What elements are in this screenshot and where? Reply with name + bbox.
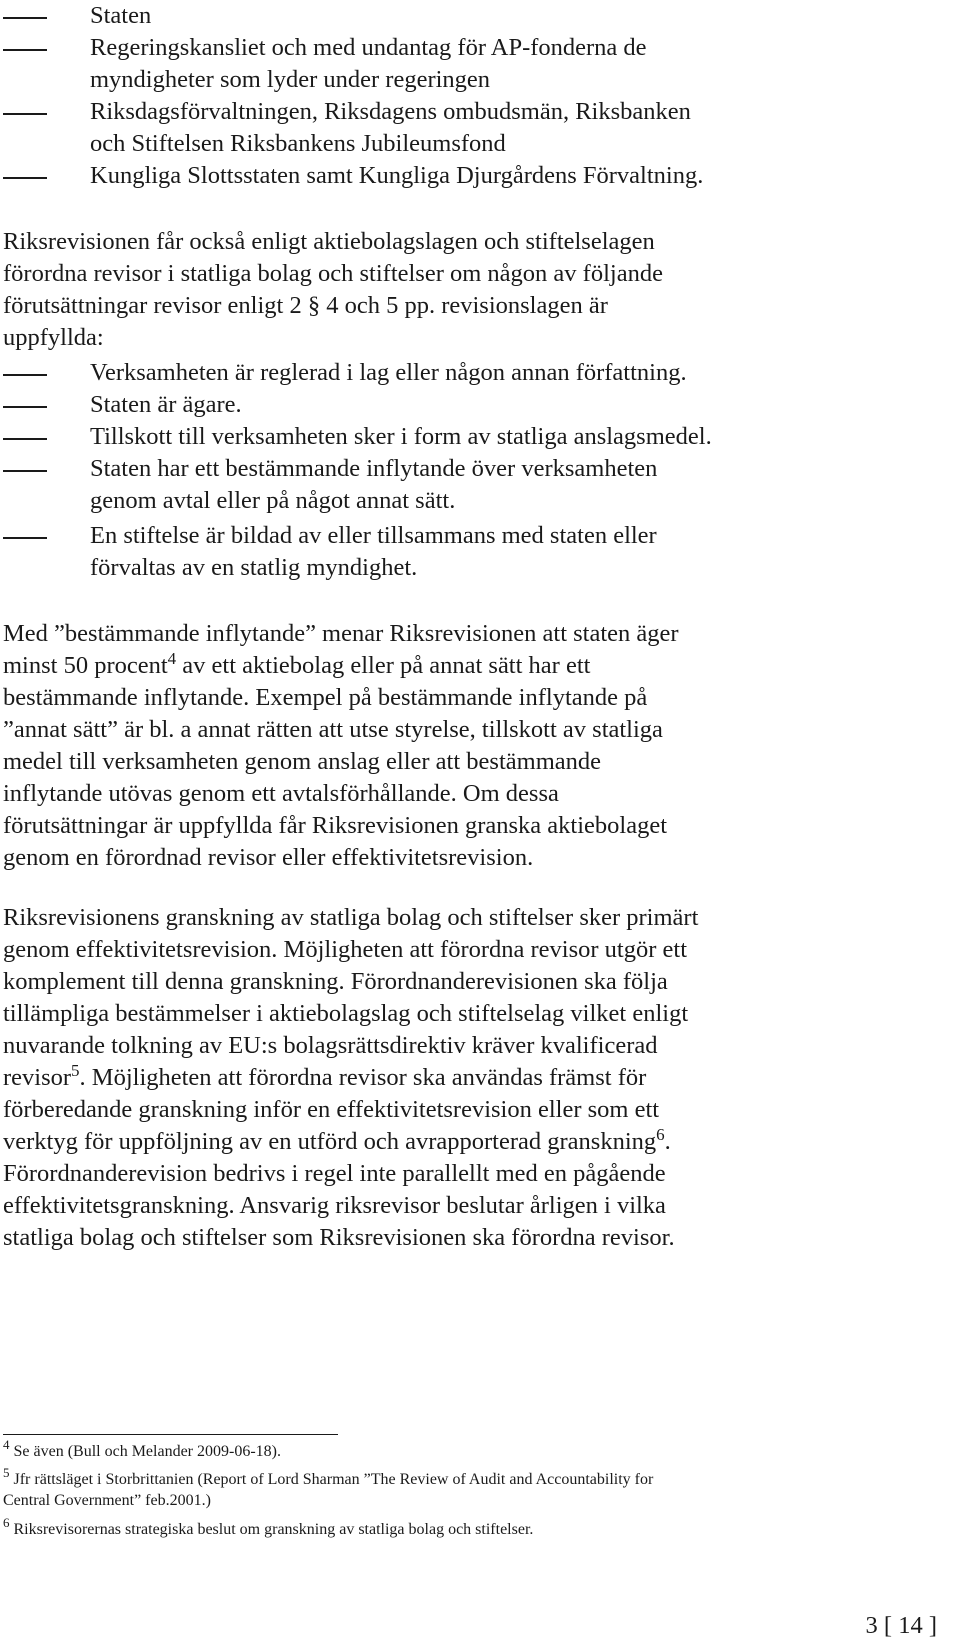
paragraph-line	[3, 290, 943, 322]
list-item	[90, 357, 940, 389]
paragraph-line: nuvarande tolkning av EU:s bolagsrättsdirektiv kräver kvalificerad	[3, 1032, 658, 1059]
list-item-text: Riksdagsförvaltningen, Riksdagens ombudsmän, Riksbanken	[90, 98, 691, 125]
paragraph-line: uppfyllda:	[3, 324, 104, 351]
text-run: . Möjligheten att förordna revisor ska användas främst för	[79, 1064, 647, 1091]
dash-bullet	[3, 537, 47, 539]
dash-bullet	[3, 470, 47, 472]
text-run: verktyg för uppföljning av en utförd och avrapporterad granskning	[3, 1128, 657, 1155]
paragraph-line: tillämpliga bestämmelser i aktiebolagslag och stiftelselag vilket enligt	[3, 1000, 689, 1027]
list-item	[90, 32, 940, 96]
paragraph	[3, 902, 943, 1254]
text-run: av ett aktiebolag eller på annat sätt har ett	[176, 652, 591, 679]
footnote-line	[3, 1437, 903, 1462]
list-item-text: Verksamheten är reglerad i lag eller någon annan författning.	[90, 359, 687, 386]
dash-bullet	[3, 177, 47, 179]
paragraph-line: bestämmande inflytande. Exempel på bestämmande inflytande på	[3, 684, 648, 711]
list-item-text: genom avtal eller på något annat sätt.	[90, 487, 456, 514]
paragraph-line: förordna revisor i statliga bolag och stiftelser om någon av följande	[3, 260, 663, 287]
text-run: minst 50 procent	[3, 652, 168, 679]
footnote-number: 5	[3, 1465, 10, 1480]
paragraph-line: Riksrevisionens granskning av statliga bolag och stiftelser sker primärt	[3, 904, 699, 931]
footnote	[3, 1437, 903, 1462]
list-item	[90, 421, 940, 453]
text-run: revisor	[3, 1064, 72, 1091]
paragraph-line: ”annat sätt” är bl. a annat rätten att utse styrelse, tillskott av statliga	[3, 716, 663, 743]
footnote-separator	[3, 1434, 338, 1435]
footnote-text: Se även (Bull och Melander 2009-06-18).	[13, 1443, 281, 1460]
paragraph-line: effektivitetsgranskning. Ansvarig riksrevisor beslutar årligen i vilka	[3, 1192, 666, 1219]
list-item	[90, 453, 940, 517]
dash-bullet	[3, 49, 47, 51]
paragraph-line: genom effektivitetsrevision. Möjligheten att förordna revisor utgör ett	[3, 936, 688, 963]
list-item-text: En stiftelse är bildad av eller tillsammans med staten eller	[90, 522, 657, 549]
dash-bullet	[3, 406, 47, 408]
paragraph-line: Förordnanderevision bedrivs i regel inte parallellt med en pågående	[3, 1160, 666, 1187]
list-item-text: Staten har ett bestämmande inflytande över verksamheten	[90, 455, 658, 482]
dash-bullet	[3, 113, 47, 115]
list-item-text: myndigheter som lyder under regeringen	[90, 66, 491, 93]
list-item-text: Staten	[90, 2, 152, 29]
paragraph	[3, 226, 943, 354]
paragraph-line: medel till verksamheten genom anslag eller att bestämmande	[3, 748, 602, 775]
list-item-text: förvaltas av en statlig myndighet.	[90, 554, 418, 581]
footnote-ref[interactable]: 6	[656, 1125, 665, 1144]
footnote-line	[3, 1465, 903, 1490]
footnote	[3, 1515, 903, 1540]
list-item	[90, 389, 940, 421]
text-run: 4 och 5 pp. revisionslagen är	[320, 292, 608, 319]
list-item	[90, 0, 940, 32]
footnote-text: Riksrevisorernas strategiska beslut om granskning av statliga bolag och stiftelser.	[13, 1521, 534, 1538]
list-item	[90, 160, 940, 192]
dash-bullet	[3, 374, 47, 376]
footnote-text: Central Government” feb.2001.)	[3, 1492, 211, 1509]
text-run: .	[664, 1128, 671, 1155]
footnote-text: Jfr rättsläget i Storbrittanien (Report of Lord Sharman ”The Review of Audit and Accountability for	[13, 1471, 654, 1488]
list-item-text: Regeringskansliet och med undantag för AP-fonderna de	[90, 34, 647, 61]
footnote-ref[interactable]: 4	[167, 649, 177, 668]
paragraph-line	[3, 650, 943, 682]
paragraph-line: förberedande granskning inför en effektivitetsrevision eller som ett	[3, 1096, 660, 1123]
paragraph-line: förutsättningar är uppfyllda får Riksrevisionen granska aktiebolaget	[3, 812, 668, 839]
footnote-number: 6	[3, 1515, 10, 1530]
footnote-ref[interactable]: 5	[71, 1061, 80, 1080]
paragraph-line: genom en förordnad revisor eller effektivitetsrevision.	[3, 844, 534, 871]
footnote-line	[3, 1515, 903, 1540]
section-mark: §	[307, 292, 321, 319]
paragraph-line: statliga bolag och stiftelser som Riksrevisionen ska förordna revisor.	[3, 1224, 675, 1251]
list-item-text: och Stiftelsen Riksbankens Jubileumsfond	[90, 130, 506, 157]
paragraph-line	[3, 1062, 943, 1094]
paragraph-line: Med ”bestämmande inflytande” menar Riksrevisionen att staten äger	[3, 620, 679, 647]
paragraph-line: inflytande utövas genom ett avtalsförhållande. Om dessa	[3, 780, 559, 807]
list-item-text: Staten är ägare.	[90, 391, 242, 418]
list-item-text: Tillskott till verksamheten sker i form av statliga anslagsmedel.	[90, 423, 712, 450]
paragraph-line: komplement till denna granskning. Förordnanderevisionen ska följa	[3, 968, 668, 995]
paragraph-line	[3, 1126, 943, 1158]
paragraph	[3, 618, 943, 874]
paragraph-line: Riksrevisionen får också enligt aktiebolagslagen och stiftelselagen	[3, 228, 655, 255]
list-item	[90, 96, 940, 160]
footnote	[3, 1465, 903, 1511]
footnote-number: 4	[3, 1437, 10, 1452]
list-item	[90, 520, 940, 584]
dash-bullet	[3, 17, 47, 19]
page-number: 3 [ 14 ]	[865, 1612, 937, 1639]
list-item-text: Kungliga Slottsstaten samt Kungliga Djurgårdens Förvaltning.	[90, 162, 704, 189]
text-run: förutsättningar revisor enligt 2	[3, 292, 308, 319]
dash-bullet	[3, 438, 47, 440]
